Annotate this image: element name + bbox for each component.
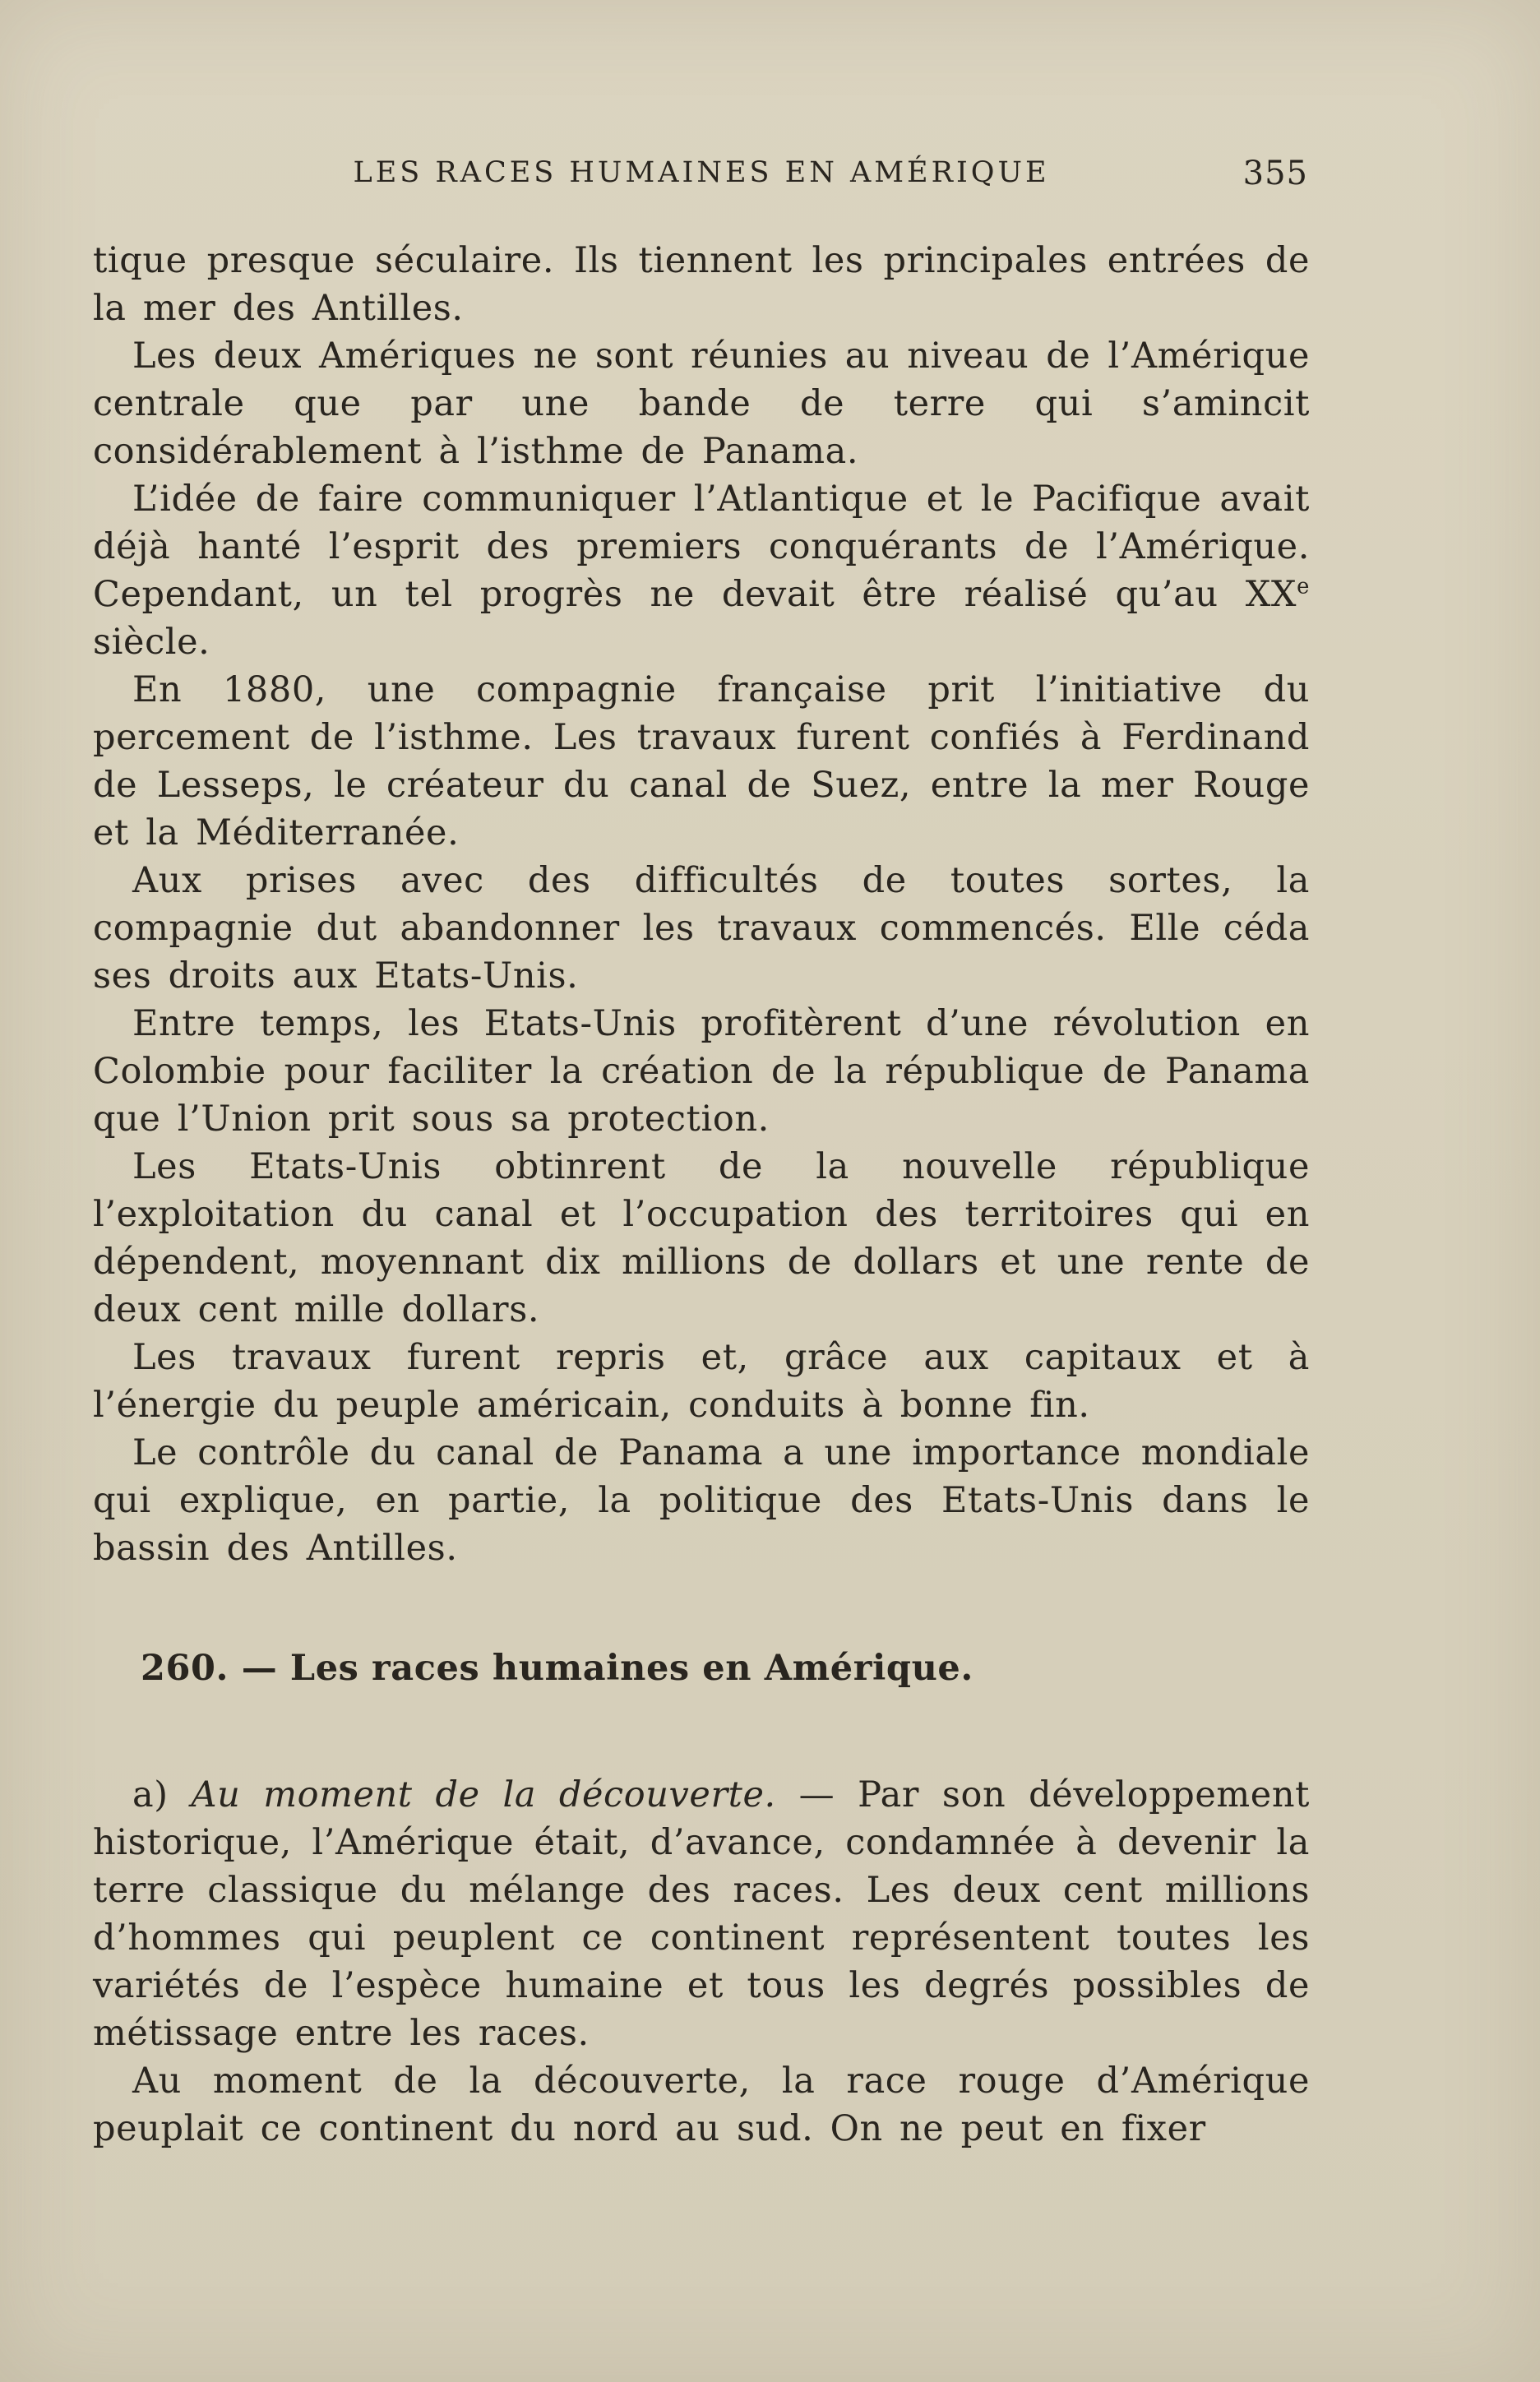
paragraph: Le contrôle du canal de Panama a une importance mondiale qui explique, en partie, la politique des Etats-Unis dans le bassin des Antilles. bbox=[93, 1432, 1310, 1569]
running-header bbox=[93, 155, 1310, 192]
paragraph-continuation: tique presque séculaire. Ils tiennent les principales entrées de la mer des Antilles. bbox=[93, 240, 1310, 329]
paragraph: Aux prises avec des difficultés de toutes sortes, la compagnie dut abandonner les travaux commencés. Elle céda ses droits aux Etats-Unis. bbox=[93, 860, 1310, 997]
text-column bbox=[93, 156, 1310, 2153]
paragraph: En 1880, une compagnie française prit l’initiative du percement de l’isthme. Les travaux furent confiés à Ferdinand de Lesseps, le créateur du canal de Suez, entre la mer Rouge et la Méditerranée. bbox=[93, 669, 1310, 853]
paragraph: Entre temps, les Etats-Unis profitèrent d’une révolution en Colombie pour faciliter la création de la république de Panama que l’Union prit sous sa protection. bbox=[93, 1003, 1310, 1140]
running-header-title: LES RACES HUMAINES EN AMÉRIQUE bbox=[353, 156, 1050, 189]
century-superscript: e bbox=[1297, 574, 1310, 599]
subsection-label: a) bbox=[132, 1774, 192, 1815]
page-number: 355 bbox=[1242, 155, 1308, 192]
paragraph: Les travaux furent repris et, grâce aux capitaux et à l’énergie du peuple américain, conduits à bonne fin. bbox=[93, 1337, 1310, 1426]
subsection-italic-title: Au moment de la découverte. bbox=[191, 1774, 776, 1815]
paragraph bbox=[93, 475, 1310, 666]
paragraph-text: L’idée de faire communiquer l’Atlantique et le Pacifique avait déjà hanté l’esprit des premiers conquérants de l’Amérique. Cependant, un tel progrès ne devait être réalisé qu’au XX bbox=[93, 479, 1310, 615]
paragraph-text: siècle. bbox=[93, 622, 210, 663]
paragraph: Au moment de la découverte, la race rouge d’Amérique peuplait ce continent du nord au sud. On ne peut en fixer bbox=[93, 2061, 1310, 2149]
section-heading: 260. — Les races humaines en Amérique. bbox=[141, 1648, 973, 1689]
paragraph: Les deux Amériques ne sont réunies au niveau de l’Amérique centrale que par une bande de terre qui s’amincit considérablement à l’isthme de Panama. bbox=[93, 335, 1310, 472]
paragraph-text: — Par son développement historique, l’Amérique était, d’avance, condamnée à devenir la terre classique du mélange des races. Les deux cent millions d’hommes qui peuplent ce continent représentent toutes les variétés de l’espèce humaine et tous les degrés possibles de métissage entre les races. bbox=[93, 1774, 1310, 2054]
paragraph-subsection-a bbox=[93, 1771, 1310, 2057]
paragraph: Les Etats-Unis obtinrent de la nouvelle république l’exploitation du canal et l’occupation des territoires qui en dépendent, moyennant dix millions de dollars et une rente de deux cent mille dollars. bbox=[93, 1146, 1310, 1330]
